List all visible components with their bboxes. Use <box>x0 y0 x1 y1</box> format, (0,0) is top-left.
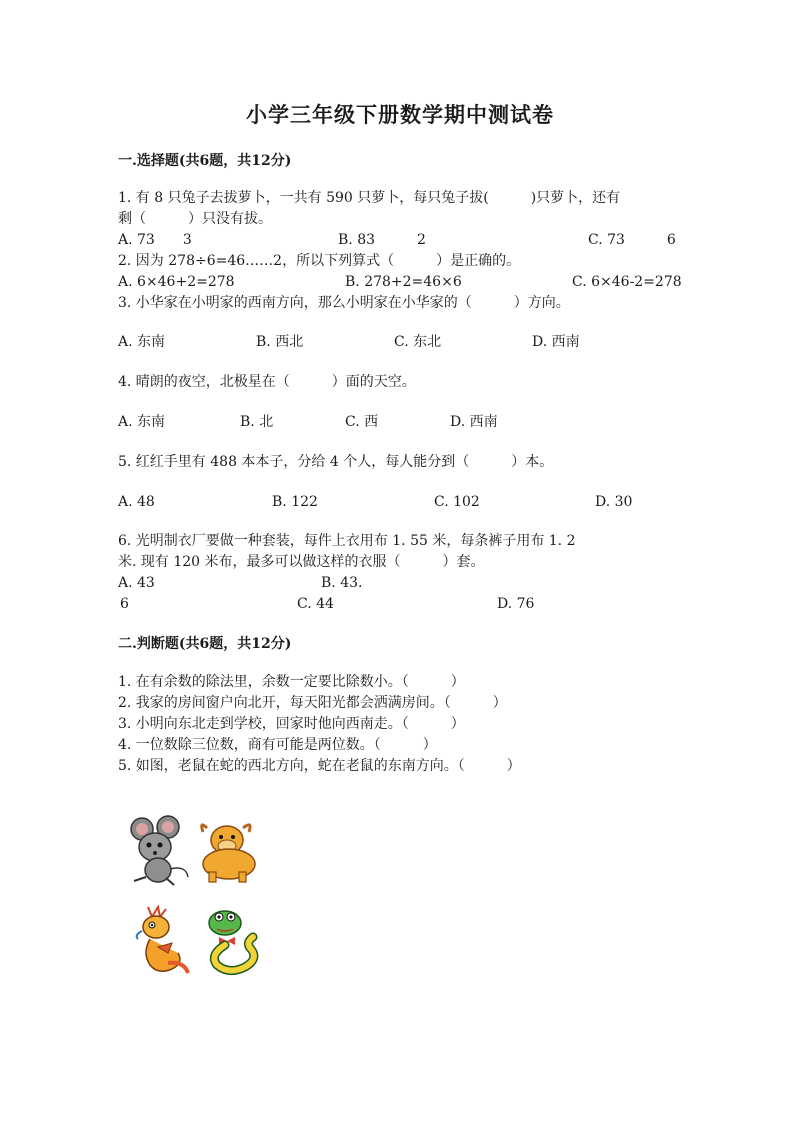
question-1-line1: 1. 有 8 只兔子去拔萝卜，一共有 590 只萝卜，每只兔子拔( )只萝卜，还有 <box>118 190 621 206</box>
ox-icon <box>193 818 261 884</box>
question-2-text: 2. 因为 278÷6=46……2，所以下列算式（ ）是正确的。 <box>118 253 521 269</box>
question-5-text: 5. 红红手里有 488 本本子，分给 4 个人，每人能分到（ ）本。 <box>118 454 554 470</box>
question-2-option-b: B. 278+2=46×6 <box>345 274 462 290</box>
snake-icon <box>201 905 267 977</box>
question-6-option-b-continued: 6 <box>120 596 129 612</box>
question-3-text: 3. 小华家在小明家的西南方向，那么小明家在小华家的（ ）方向。 <box>118 295 570 311</box>
question-4-text: 4. 晴朗的夜空，北极星在（ ）面的天空。 <box>118 374 416 390</box>
judgement-item-3: 3. 小明向东北走到学校，回家时他向西南走。（ ） <box>118 716 465 732</box>
question-1-option-c: C. 73 6 <box>588 232 676 248</box>
question-6-option-b: B. 43. <box>321 575 363 591</box>
mouse-icon <box>126 815 194 887</box>
question-2-option-c: C. 6×46-2=278 <box>572 274 682 290</box>
section-heading-judgement: 二.判断题(共6题，共12分) <box>118 636 292 652</box>
question-2-option-a: A. 6×46+2=278 <box>118 274 235 290</box>
judgement-item-1: 1. 在有余数的除法里，余数一定要比除数小。（ ） <box>118 674 465 690</box>
dragon-icon <box>128 903 194 979</box>
question-3-option-a: A. 东南 <box>118 334 166 350</box>
question-6-line1: 6. 光明制衣厂要做一种套装，每件上衣用布 1. 55 米，每条裤子用布 1. 2 <box>118 533 576 549</box>
question-4-option-d: D. 西南 <box>450 414 498 430</box>
question-3-option-c: C. 东北 <box>394 334 442 350</box>
question-6-option-a: A. 43 <box>118 575 155 591</box>
question-5-option-d: D. 30 <box>595 494 633 510</box>
question-3-option-d: D. 西南 <box>532 334 580 350</box>
question-4-option-b: B. 北 <box>240 414 274 430</box>
question-5-option-b: B. 122 <box>272 494 318 510</box>
question-4-option-c: C. 西 <box>345 414 379 430</box>
question-6-option-c: C. 44 <box>297 596 334 612</box>
judgement-item-2: 2. 我家的房间窗户向北开，每天阳光都会洒满房间。（ ） <box>118 695 507 711</box>
judgement-item-4: 4. 一位数除三位数，商有可能是两位数。（ ） <box>118 737 437 753</box>
page-title: 小学三年级下册数学期中测试卷 <box>246 102 554 127</box>
section-heading-choice: 一.选择题(共6题，共12分) <box>118 153 292 169</box>
question-1-line2: 剩（ ）只没有拔。 <box>118 211 272 227</box>
question-6-line2: 米. 现有 120 米布，最多可以做这样的衣服（ ）套。 <box>118 554 485 570</box>
judgement-item-5: 5. 如图，老鼠在蛇的西北方向，蛇在老鼠的东南方向。（ ） <box>118 758 521 774</box>
question-1-option-b: B. 83 2 <box>338 232 426 248</box>
question-5-option-a: A. 48 <box>118 494 155 510</box>
question-4-option-a: A. 东南 <box>118 414 166 430</box>
question-3-option-b: B. 西北 <box>256 334 304 350</box>
question-1-option-a: A. 73 3 <box>118 232 192 248</box>
question-5-option-c: C. 102 <box>434 494 480 510</box>
question-6-option-d: D. 76 <box>497 596 535 612</box>
